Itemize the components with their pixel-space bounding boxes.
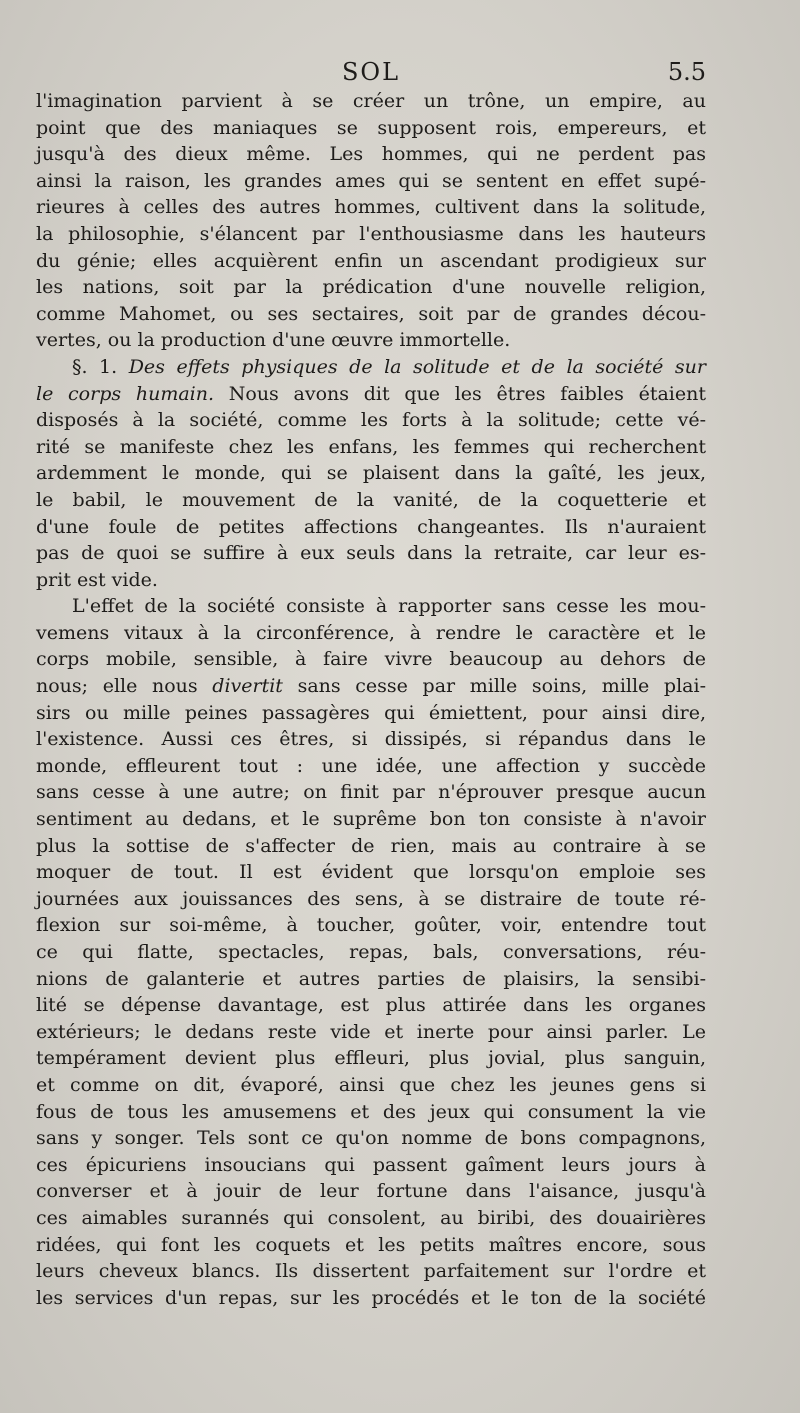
text-line: vertes, ou la production d'une œuvre immortelle.: [36, 329, 511, 352]
text-line: nous; elle nous divertit sans cesse par mille soins, mille plai-: [36, 675, 706, 698]
text-line: prit est vide.: [36, 568, 158, 591]
text-line: plus la sottise de s'affecter de rien, mais au contraire à se: [36, 834, 706, 857]
text-line: d'une foule de petites affections changeantes. Ils n'auraient: [36, 515, 706, 538]
running-head: SOL: [341, 58, 401, 86]
page-number: 5.5: [667, 58, 706, 86]
text-line: ces aimables surannés qui consolent, au biribi, des douairières: [36, 1206, 706, 1229]
text-line: extérieurs; le dedans reste vide et inerte pour ainsi parler. Le: [36, 1020, 706, 1043]
text-line: sans cesse à une autre; on finit par n'éprouver presque aucun: [36, 781, 706, 804]
text-line: comme Mahomet, ou ses sectaires, soit par de grandes décou-: [36, 302, 706, 325]
text-line: sans y songer. Tels sont ce qu'on nomme de bons compagnons,: [36, 1127, 706, 1150]
text-line: l'imagination parvient à se créer un trône, un empire, au: [36, 90, 706, 112]
text-line: ainsi la raison, les grandes ames qui se sentent en effet supé-: [36, 169, 706, 192]
text-line: rité se manifeste chez les enfans, les femmes qui recherchent: [36, 435, 706, 458]
text-line: leurs cheveux blancs. Ils dissertent parfaitement sur l'ordre et: [36, 1260, 706, 1283]
text-line: rieures à celles des autres hommes, cultivent dans la solitude,: [36, 196, 706, 219]
text-line: et comme on dit, évaporé, ainsi que chez les jeunes gens si: [36, 1073, 706, 1096]
text-line: §. 1. Des effets physiques de la solitude et de la société sur: [72, 355, 706, 378]
text-line: l'existence. Aussi ces êtres, si dissipés, si répandus dans le: [36, 728, 706, 751]
text-line: ces épicuriens insoucians qui passent gaîment leurs jours à: [36, 1153, 706, 1176]
text-line: fous de tous les amusemens et des jeux qui consument la vie: [36, 1100, 706, 1123]
text-line: sentiment au dedans, et le suprême bon ton consiste à n'avoir: [36, 808, 706, 831]
text-line: monde, effleurent tout : une idée, une affection y succède: [36, 754, 706, 777]
text-line: nions de galanterie et autres parties de plaisirs, la sensibi-: [36, 967, 706, 990]
text-line: vemens vitaux à la circonférence, à rendre le caractère et le: [36, 621, 706, 644]
text-line: moquer de tout. Il est évident que lorsqu'on emploie ses: [36, 861, 706, 884]
text-line: lité se dépense davantage, est plus attirée dans les organes: [36, 994, 706, 1017]
text-line: la philosophie, s'élancent par l'enthousiasme dans les hauteurs: [36, 222, 706, 245]
body-text: [36, 88, 706, 1311]
text-line: le corps humain. Nous avons dit que les êtres faibles étaient: [36, 382, 706, 405]
text-line: L'effet de la société consiste à rapporter sans cesse les mou-: [72, 595, 706, 618]
text-line: ridées, qui font les coquets et les petits maîtres encore, sous: [36, 1233, 706, 1256]
page-header: [36, 58, 706, 92]
text-line: du génie; elles acquièrent enfin un ascendant prodigieux sur: [36, 249, 706, 272]
text-line: converser et à jouir de leur fortune dans l'aisance, jusqu'à: [36, 1180, 706, 1203]
text-line: tempérament devient plus effleuri, plus jovial, plus sanguin,: [36, 1047, 706, 1070]
text-line: corps mobile, sensible, à faire vivre beaucoup au dehors de: [36, 648, 706, 671]
text-line: ardemment le monde, qui se plaisent dans la gaîté, les jeux,: [36, 462, 706, 485]
text-line: disposés à la société, comme les forts à la solitude; cette vé-: [36, 409, 706, 432]
text-line: flexion sur soi-même, à toucher, goûter, voir, entendre tout: [36, 914, 706, 937]
text-line: jusqu'à des dieux même. Les hommes, qui ne perdent pas: [36, 143, 706, 166]
text-line: sirs ou mille peines passagères qui émiettent, pour ainsi dire,: [36, 701, 706, 724]
text-line: journées aux jouissances des sens, à se distraire de toute ré-: [36, 887, 706, 910]
text-line: les nations, soit par la prédication d'une nouvelle religion,: [36, 276, 706, 299]
text-line: le babil, le mouvement de la vanité, de la coquetterie et: [36, 488, 706, 511]
text-line: pas de quoi se suffire à eux seuls dans la retraite, car leur es-: [36, 542, 706, 565]
text-line: ce qui flatte, spectacles, repas, bals, conversations, réu-: [36, 941, 706, 963]
text-line: point que des maniaques se supposent rois, empereurs, et: [36, 116, 706, 139]
text-line: les services d'un repas, sur les procédés et le ton de la société: [36, 1286, 706, 1309]
